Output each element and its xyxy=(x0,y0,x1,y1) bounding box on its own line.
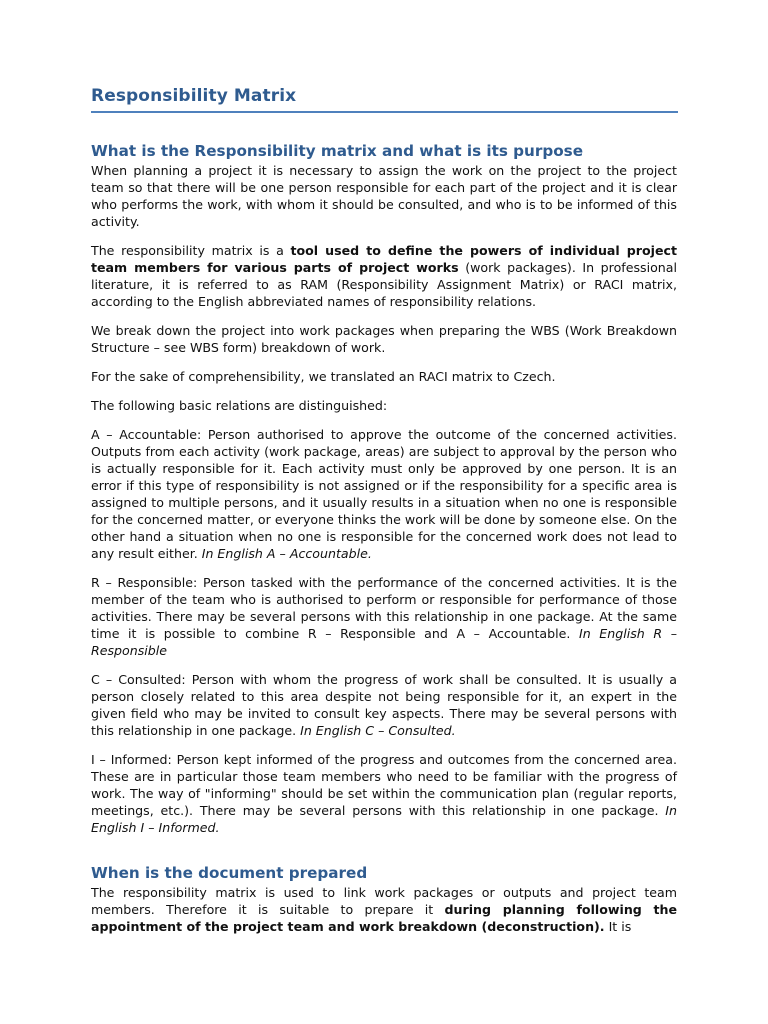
paragraph-planning: When planning a project it is necessary to assign the work on the project to the project team so that there will be one person responsible for each part of the project and it is clear who performs the work, with whom it should be consulted, and who is to be informed of this activity. xyxy=(91,163,677,229)
paragraph-relations-intro: The following basic relations are distinguished: xyxy=(91,398,388,413)
accountable-text: A – Accountable: Person authorised to approve the outcome of the concerned activities. Outputs from each activity (work package, areas) are subject to approval by the person who is actually responsible for it. Each activity must only be approved by one person. It is an error if this type of responsibility is not assigned or if the responsibility for a specific area is assigned to multiple persons, and it usually results in a situation when no one is responsible for the concerned matter, or everyone thinks the work will be done by someone else. On the other hand a situation when no one is responsible for the concerned work does not lead to any result either. xyxy=(91,427,677,561)
paragraph-consulted xyxy=(91,671,677,739)
paragraph-definition xyxy=(91,242,677,310)
when-prepared-text-start: The responsibility matrix is used to link work packages or outputs and project team members. Therefore it is suitable to prepare it xyxy=(91,885,677,917)
paragraph-wbs: We break down the project into work packages when preparing the WBS (Work Breakdown Structure – see WBS form) breakdown of work. xyxy=(91,323,677,355)
responsible-text: R – Responsible: Person tasked with the performance of the concerned activities. It is the member of the team who is authorised to perform or responsible for performance of those activities. There may be several persons with this relationship in one package. At the same time it is possible to combine R – Responsible and A – Accountable. xyxy=(91,575,677,641)
informed-text: I – Informed: Person kept informed of the progress and outcomes from the concerned area. These are in particular those team members who need to be familiar with the progress of work. The way of "informing" should be set within the communication plan (regular reports, meetings, etc.). There may be several persons with this relationship in one package. xyxy=(91,752,677,818)
document-body xyxy=(91,140,677,947)
paragraph-responsible xyxy=(91,574,677,659)
informed-english-note: In English I – Informed. xyxy=(91,803,677,835)
section-heading-when-prepared: When is the document prepared xyxy=(91,864,368,882)
definition-text-start: The responsibility matrix is a xyxy=(91,243,291,258)
paragraph-when-prepared xyxy=(91,884,677,935)
document-title: Responsibility Matrix xyxy=(91,86,297,106)
consulted-text: C – Consulted: Person with whom the progress of work shall be consulted. It is usually a person closely related to this area despite not being responsible for it, an expert in the given field who may be invited to consult key aspects. There may be several persons with this relationship in one package. xyxy=(91,672,677,738)
responsible-english-note: In English R – Responsible xyxy=(91,626,677,658)
definition-text-end: (work packages). In professional literature, it is referred to as RAM (Responsibility Assignment Matrix) or RACI matrix, according to the English abbreviated names of responsibility relations. xyxy=(91,260,677,309)
definition-bold-text: tool used to define the powers of individual project team members for various parts of project works xyxy=(91,243,678,275)
consulted-english-note: In English C – Consulted. xyxy=(300,723,456,738)
paragraph-translation: For the sake of comprehensibility, we translated an RACI matrix to Czech. xyxy=(91,369,556,384)
when-prepared-text-end: It is xyxy=(604,919,632,934)
title-underline-rule xyxy=(91,111,678,113)
section-heading-purpose: What is the Responsibility matrix and what is its purpose xyxy=(91,142,584,160)
paragraph-accountable xyxy=(91,426,677,562)
paragraph-informed xyxy=(91,751,677,836)
accountable-english-note: In English A – Accountable. xyxy=(201,546,372,561)
when-prepared-bold-text: during planning following the appointment of the project team and work breakdown (deconstruction). xyxy=(91,902,678,934)
